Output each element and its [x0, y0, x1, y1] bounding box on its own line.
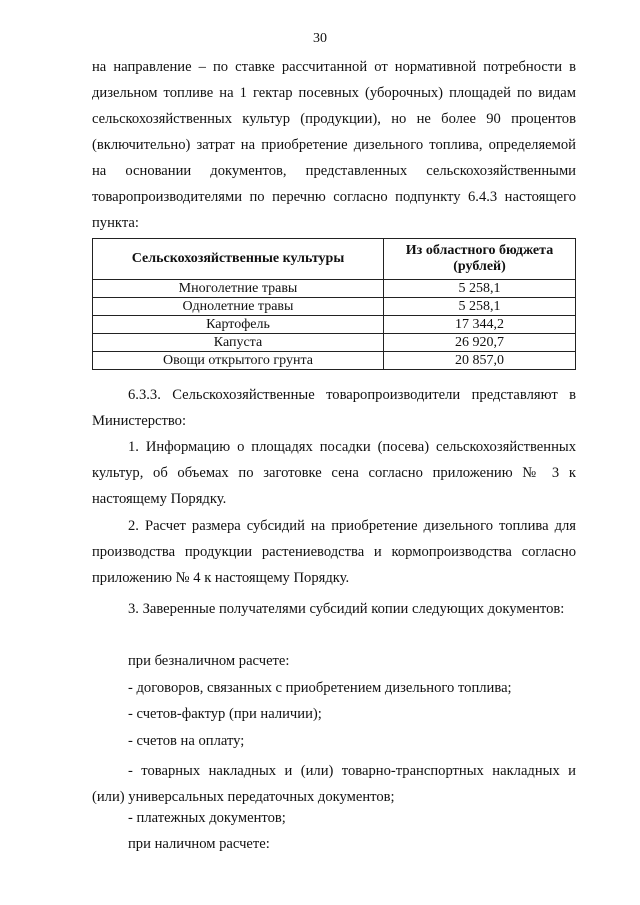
item-2-paragraph: 2. Расчет размера субсидий на приобретение дизельного топлива для производства продукции растениеводства и кормопроизводства согласно приложению № 4 к настоящему Порядку.: [92, 518, 576, 586]
table-header-crops: Сельскохозяйственные культуры: [93, 239, 384, 280]
intro-paragraph: на направление – по ставке рассчитанной от нормативной потребности в дизельном топливе на 1 гектар посевных (уборочных) площадей по видам сельскохозяйственных культур (продукции), но не более 90 процентов (включительно) затрат на приобретение дизельного топлива, определяемой на основании документов, представленных сельскохозяйственными товаропроизводителями по перечню согласно подпункту 6.4.3 настоящего пункта:: [92, 59, 576, 231]
subsidy-rate-table: [92, 238, 576, 370]
doc-invoices: - счетов-фактур (при наличии);: [128, 706, 322, 722]
table-cell-amount: 5 258,1: [384, 298, 576, 316]
table-cell-crop: Картофель: [93, 316, 384, 334]
table-header-budget: Из областного бюджета (рублей): [384, 239, 576, 280]
table-cell-crop: Многолетние травы: [93, 280, 384, 298]
table-cell-crop: Однолетние травы: [93, 298, 384, 316]
table-cell-crop: Овощи открытого грунта: [93, 352, 384, 370]
doc-bills: - счетов на оплату;: [128, 733, 245, 749]
doc-waybills: - товарных накладных и (или) товарно-транспортных накладных и (или) универсальных передаточных документов;: [92, 763, 576, 805]
doc-payments: - платежных документов;: [128, 810, 286, 826]
table-row: [93, 352, 576, 370]
table-row: [93, 334, 576, 352]
cash-heading: при наличном расчете:: [128, 836, 270, 852]
doc-contracts: - договоров, связанных с приобретением дизельного топлива;: [128, 680, 512, 696]
table-header-row: [93, 239, 576, 280]
table-cell-amount: 5 258,1: [384, 280, 576, 298]
table-cell-amount: 17 344,2: [384, 316, 576, 334]
page-number: 30: [313, 31, 327, 46]
table-row: [93, 316, 576, 334]
table-cell-amount: 26 920,7: [384, 334, 576, 352]
table-cell-amount: 20 857,0: [384, 352, 576, 370]
table-row: [93, 280, 576, 298]
cashless-heading: при безналичном расчете:: [128, 653, 290, 669]
table-cell-crop: Капуста: [93, 334, 384, 352]
item-3-paragraph: 3. Заверенные получателями субсидий копии следующих документов:: [128, 601, 565, 617]
item-1-paragraph: 1. Информацию о площадях посадки (посева) сельскохозяйственных культур, об объемах по заготовке сена согласно приложению № 3 к настоящему Порядку.: [92, 439, 576, 507]
section-6-3-3: 6.3.3. Сельскохозяйственные товаропроизводители представляют в Министерство:: [92, 387, 576, 429]
table-row: [93, 298, 576, 316]
